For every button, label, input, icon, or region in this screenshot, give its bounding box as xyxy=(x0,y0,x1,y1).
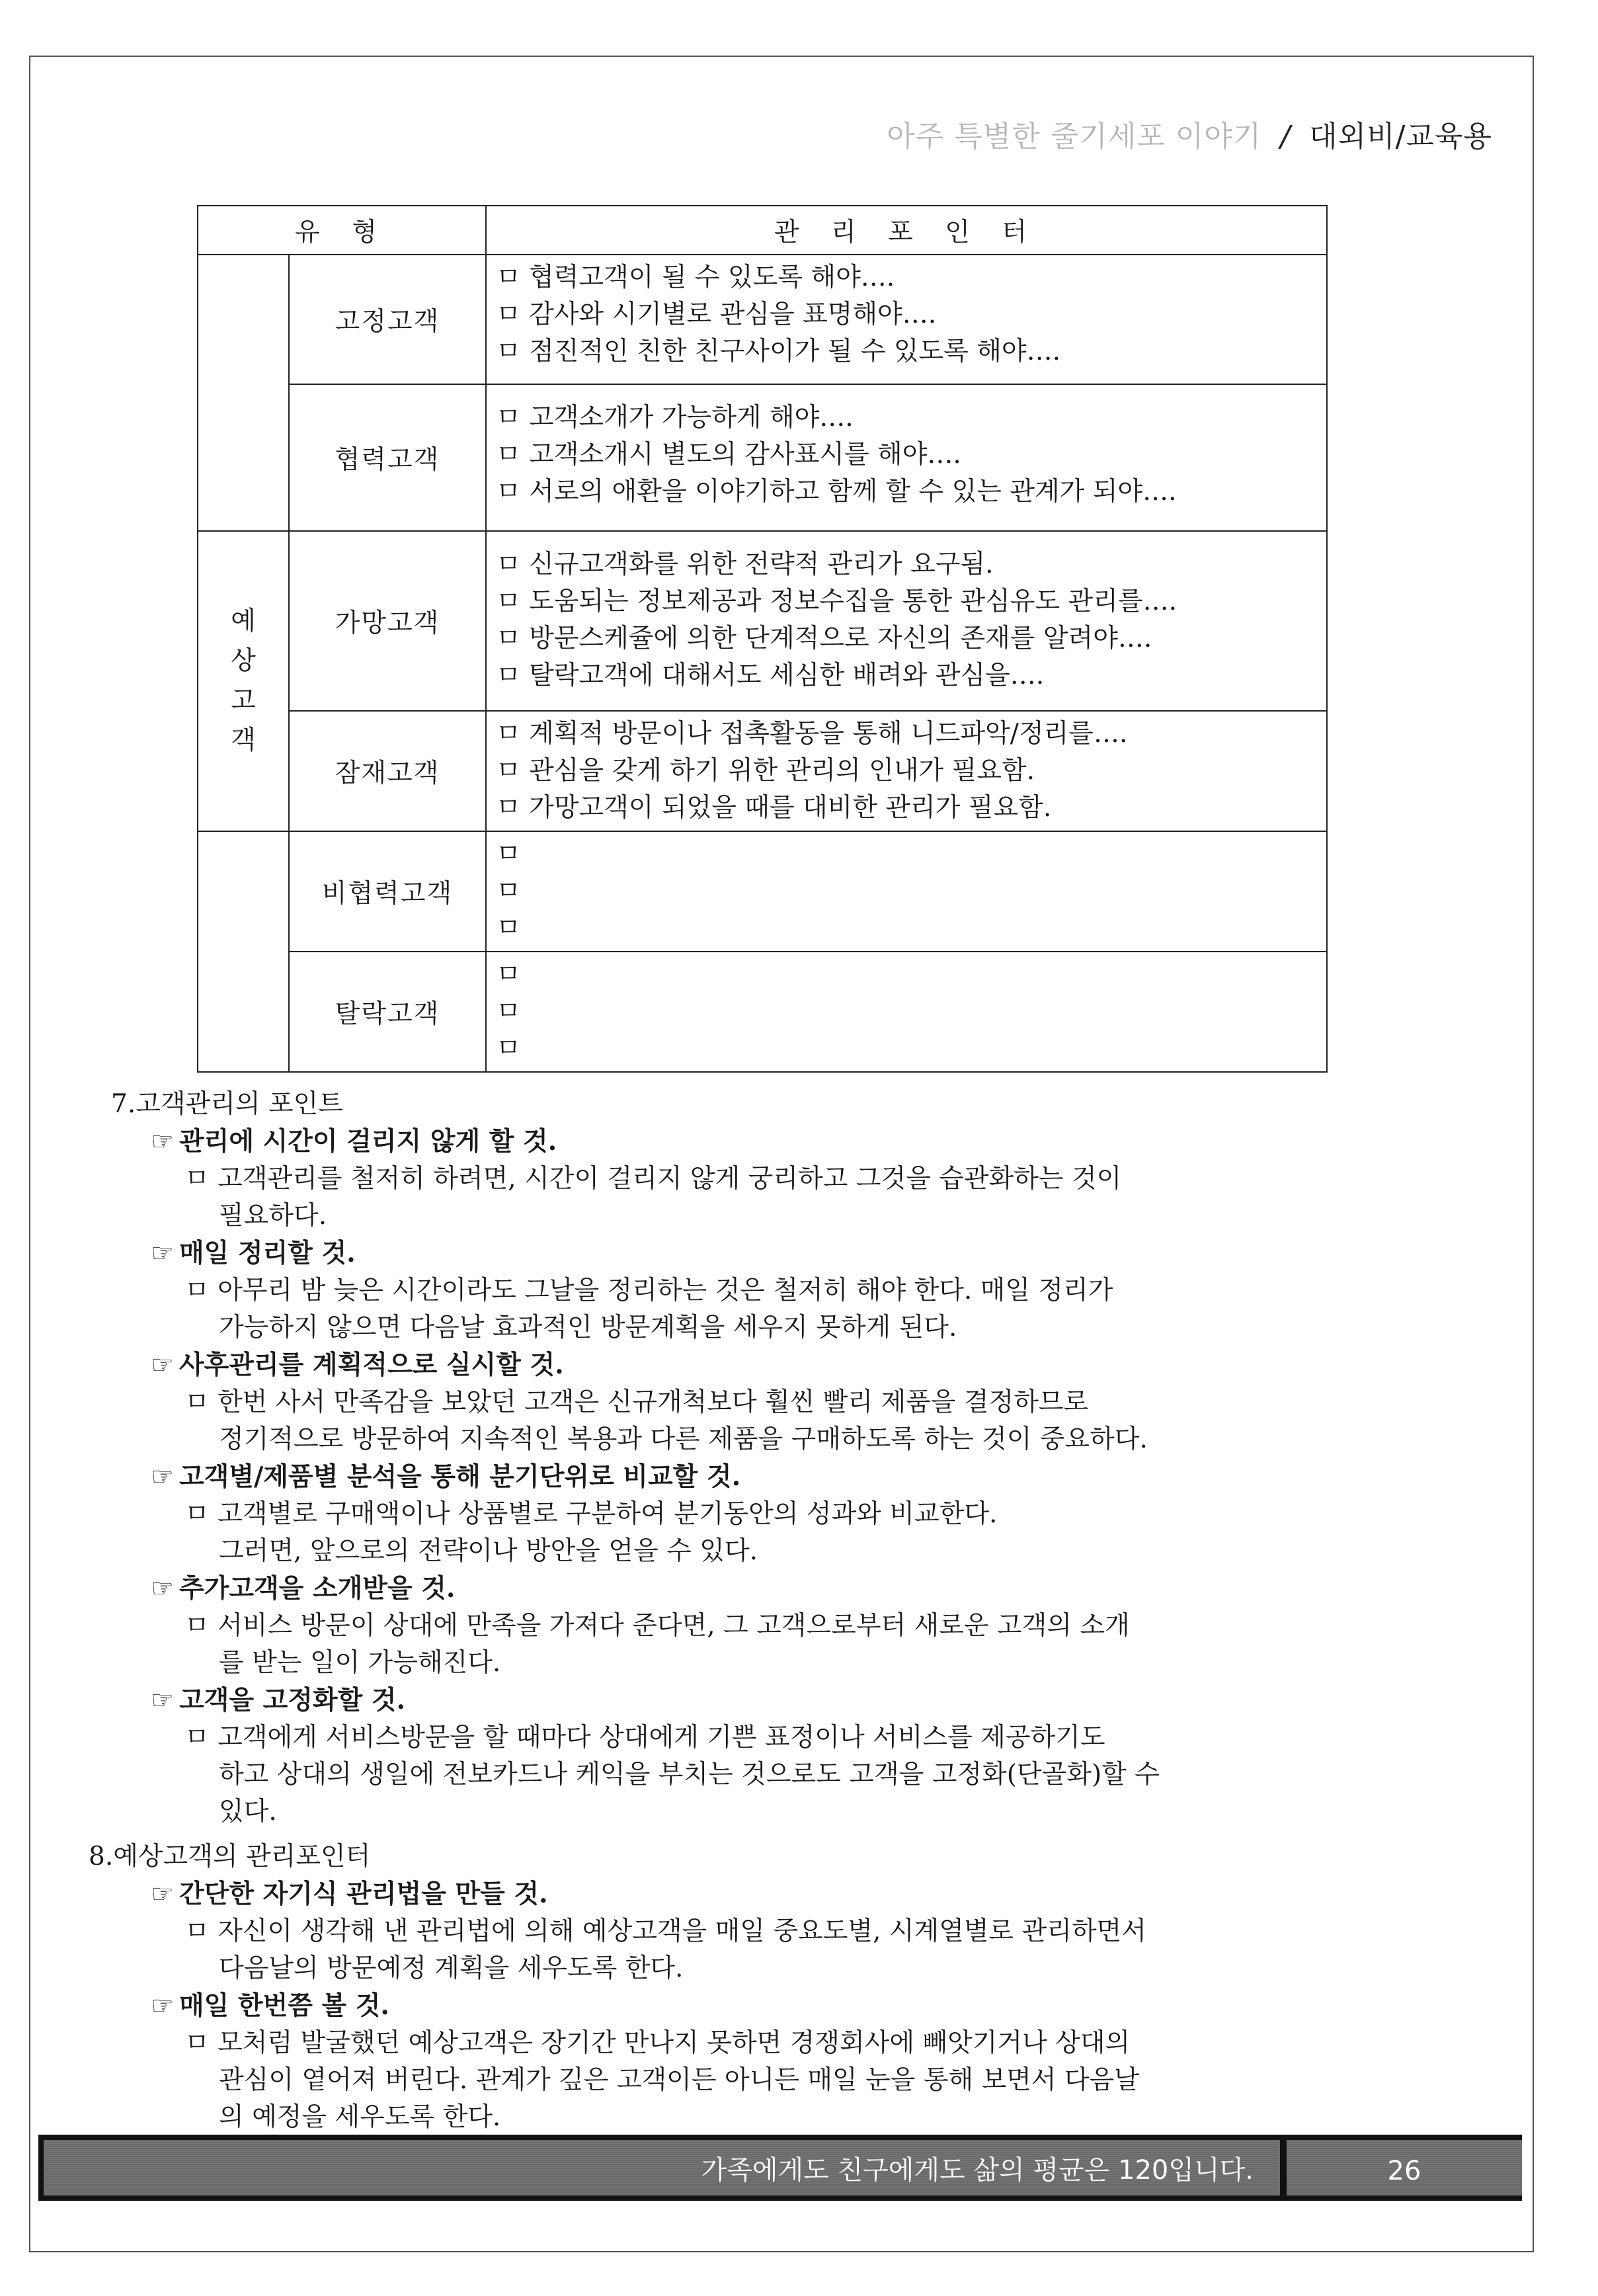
pointing-hand-icon: ☞ xyxy=(151,1879,174,1909)
pointing-hand-icon: ☞ xyxy=(151,1462,174,1492)
page-number: 26 xyxy=(1287,2140,1522,2195)
point-item: ㅁ 서로의 애환을 이야기하고 함께 할 수 있는 관계가 되야…. xyxy=(496,473,1317,511)
point-description: ㅁ 아무리 밤 늦은 시간이라도 그날을 정리하는 것은 철저히 해야 한다. 매일 정리가 가능하지 않으면 다음날 효과적인 방문계획을 세우지 못하게 된다. xyxy=(184,1276,1113,1342)
point-description: ㅁ 자신이 생각해 낸 관리법에 의해 예상고객을 매일 중요도별, 시계열별로 관리하면서 다음날의 방문예정 계획을 세우도록 한다. xyxy=(184,1916,1146,1983)
table-header-row xyxy=(198,206,1327,255)
points-cell xyxy=(486,952,1327,1072)
table-row xyxy=(198,952,1327,1072)
group-cell-1 xyxy=(198,255,289,531)
points-cell xyxy=(486,255,1327,384)
point-item: ㅁ 점진적인 친한 친구사이가 될 수 있도록 해야…. xyxy=(496,333,1317,370)
group-label-prospect xyxy=(199,602,288,760)
point-item xyxy=(496,956,1317,993)
point-item xyxy=(496,873,1317,910)
point-heading: ☞ 매일 정리할 것. xyxy=(151,1238,356,1268)
point-description: ㅁ 고객관리를 철저히 하려면, 시간이 걸리지 않게 궁리하고 그것을 습관화하는 것이 필요하다. xyxy=(184,1164,1122,1231)
point-item: ㅁ 관심을 갖게 하기 위한 관리의 인내가 필요함. xyxy=(496,753,1317,790)
point-description: ㅁ 고객별로 구매액이나 상품별로 구분하여 분기동안의 성과와 비교한다. 그러면, 앞으로의 전략이나 방안을 얻을 수 있다. xyxy=(184,1499,998,1566)
section-7 xyxy=(111,1086,1160,1830)
header-separator: / xyxy=(1280,120,1291,153)
type-cell: 비협력고객 xyxy=(289,831,486,952)
point-heading: ☞ 매일 한번쯤 볼 것. xyxy=(151,1990,389,2021)
table-row xyxy=(198,384,1327,531)
group-label-char: 상 xyxy=(231,646,256,676)
point-item: ㅁ 계획적 방문이나 접촉활동을 통해 니드파악/정리를…. xyxy=(496,716,1317,753)
points-cell xyxy=(486,531,1327,711)
point-item: ㅁ 고객소개시 별도의 감사표시를 해야…. xyxy=(496,436,1317,473)
footer-slogan: 가족에게도 친구에게도 삶의 평균은 120입니다. xyxy=(44,2140,1280,2195)
point-item: ㅁ 탈락고객에 대해서도 세심한 배려와 관심을…. xyxy=(496,657,1317,694)
section-7-heading: 7.고객관리의 포인트 xyxy=(111,1089,343,1119)
group-cell-prospect xyxy=(198,531,289,831)
point-heading: ☞ 관리에 시간이 걸리지 않게 할 것. xyxy=(151,1126,557,1157)
pointing-hand-icon: ☞ xyxy=(151,1239,174,1268)
pointing-hand-icon: ☞ xyxy=(151,1350,174,1380)
group-label-char: 예 xyxy=(231,606,256,636)
point-description: ㅁ 한번 사서 만족감을 보았던 고객은 신규개척보다 훨씬 빨리 제품을 결정하므로 정기적으로 방문하여 지속적인 복용과 다른 제품을 구매하도록 하는 것이 중요하다. xyxy=(184,1387,1148,1454)
point-item xyxy=(496,1030,1317,1067)
table-row xyxy=(198,711,1327,831)
header-label: 대외비/교육용 xyxy=(1309,120,1492,153)
points-cell xyxy=(486,831,1327,952)
point-heading: ☞ 간단한 자기식 관리법을 만들 것. xyxy=(151,1879,548,1909)
point-description: ㅁ 서비스 방문이 상대에 만족을 가져다 준다면, 그 고객으로부터 새로운 고객의 소개 를 받는 일이 가능해진다. xyxy=(184,1611,1130,1678)
points-cell xyxy=(486,711,1327,831)
type-cell: 고정고객 xyxy=(289,255,486,384)
point-heading: ☞ 추가고객을 소개받을 것. xyxy=(151,1573,456,1604)
pointing-hand-icon: ☞ xyxy=(151,1991,174,2021)
points-cell xyxy=(486,384,1327,531)
pointing-hand-icon: ☞ xyxy=(151,1574,174,1604)
type-cell: 탈락고객 xyxy=(289,952,486,1072)
point-item: ㅁ 고객소개가 가능하게 해야…. xyxy=(496,399,1317,436)
customer-management-table xyxy=(197,205,1328,1073)
header-title: 아주 특별한 줄기세포 이야기 xyxy=(887,120,1262,153)
section-8 xyxy=(89,1838,1146,2136)
type-cell: 잠재고객 xyxy=(289,711,486,831)
point-item: ㅁ 도움되는 정보제공과 정보수집을 통한 관심유도 관리를…. xyxy=(496,583,1317,620)
point-heading: ☞ 고객을 고정화할 것. xyxy=(151,1685,406,1715)
group-cell-3 xyxy=(198,831,289,1072)
table-row xyxy=(198,831,1327,952)
type-cell: 가망고객 xyxy=(289,531,486,711)
point-item: ㅁ 신규고객화를 위한 전략적 관리가 요구됨. xyxy=(496,546,1317,583)
pointing-hand-icon: ☞ xyxy=(151,1686,174,1715)
point-description: ㅁ 모처럼 발굴했던 예상고객은 장기간 만나지 못하면 경쟁회사에 빼앗기거나 상대의 관심이 옅어져 버린다. 관계가 깊은 고객이든 아니든 매일 눈을 통해 보면서 다음날 의 예정을 세우도록 한다. xyxy=(184,2028,1140,2132)
point-item xyxy=(496,993,1317,1030)
point-heading: ☞ 사후관리를 계획적으로 실시할 것. xyxy=(151,1350,564,1380)
point-heading: ☞ 고객별/제품별 분석을 통해 분기단위로 비교할 것. xyxy=(151,1461,741,1492)
page-header xyxy=(887,112,1492,155)
pointing-hand-icon: ☞ xyxy=(151,1127,174,1157)
table-row xyxy=(198,255,1327,384)
col-points-header: 관 리 포 인 터 xyxy=(486,206,1327,255)
section-8-heading: 8.예상고객의 관리포인터 xyxy=(89,1842,371,1871)
point-item: ㅁ 감사와 시기별로 관심을 표명해야…. xyxy=(496,296,1317,333)
type-cell: 협력고객 xyxy=(289,384,486,531)
point-item: ㅁ 방문스케쥴에 의한 단계적으로 자신의 존재를 알려야…. xyxy=(496,620,1317,657)
point-description: ㅁ 고객에게 서비스방문을 할 때마다 상대에게 기쁜 표정이나 서비스를 제공하기도 하고 상대의 생일에 전보카드나 케익을 부치는 것으로도 고객을 고정화(단골화)할 수 있다. xyxy=(184,1723,1160,1826)
group-label-char: 객 xyxy=(231,725,256,755)
point-item xyxy=(496,836,1317,873)
point-item: ㅁ 협력고객이 될 수 있도록 해야…. xyxy=(496,259,1317,296)
point-item: ㅁ 가망고객이 되었을 때를 대비한 관리가 필요함. xyxy=(496,790,1317,827)
table-row xyxy=(198,531,1327,711)
col-type-header: 유 형 xyxy=(198,206,486,255)
footer-bar xyxy=(38,2135,1522,2201)
group-label-char: 고 xyxy=(231,686,256,716)
point-item xyxy=(496,910,1317,947)
